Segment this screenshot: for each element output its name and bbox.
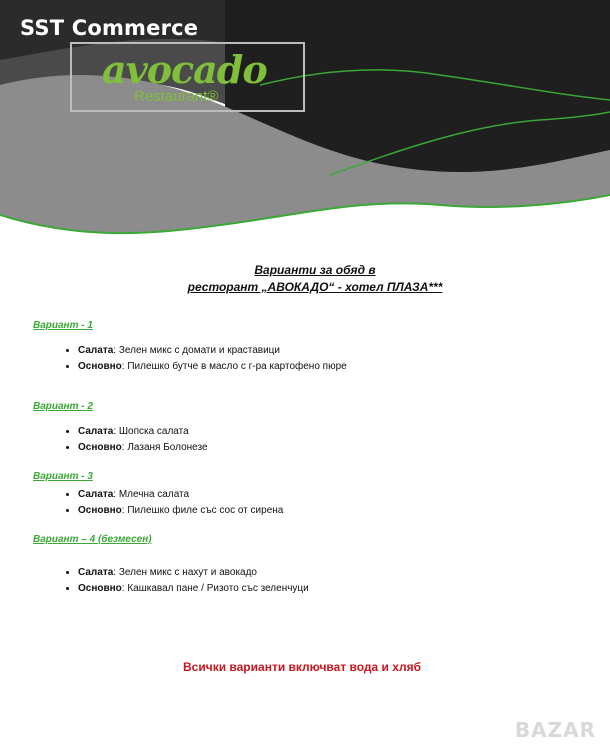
variant-1-list (60, 343, 347, 375)
logo-subtitle: Restaurant® (134, 88, 219, 105)
item-label: Салата (78, 489, 114, 500)
variant-3-heading: Вариант - 3 (33, 471, 93, 482)
item-label: Салата (78, 426, 114, 437)
logo-wordmark: avocado (102, 47, 267, 92)
variant-2-list (60, 424, 208, 456)
item-label: Основно (78, 361, 122, 372)
list-item (78, 581, 309, 597)
list-item (78, 487, 283, 503)
list-item (78, 565, 309, 581)
item-label: Основно (78, 442, 122, 453)
variant-1-heading: Вариант - 1 (33, 320, 93, 331)
variant-4-heading: Вариант – 4 (безмесен) (33, 534, 152, 545)
item-text: : Кашкавал пане / Ризото със зеленчуци (121, 583, 309, 594)
list-item (78, 424, 208, 440)
variant-3-list (60, 487, 283, 519)
list-item (78, 503, 283, 519)
title-line-1: Варианти за обяд в (254, 263, 376, 277)
brand-name: SST Commerce (20, 16, 199, 40)
list-item (78, 440, 208, 456)
item-text: : Шопска салата (113, 426, 189, 437)
item-text: : Млечна салата (113, 489, 190, 500)
bazar-watermark: BAZAR (514, 718, 596, 742)
item-text: : Зелен микс с домати и краставици (113, 345, 280, 356)
variant-4-list (60, 565, 309, 597)
item-text: : Пилешко филе със сос от сирена (121, 505, 284, 516)
variant-2-heading: Вариант - 2 (33, 401, 93, 412)
item-label: Основно (78, 583, 122, 594)
item-label: Салата (78, 345, 114, 356)
list-item (78, 359, 347, 375)
item-label: Салата (78, 567, 114, 578)
list-item (78, 343, 347, 359)
item-text: : Пилешко бутче в масло с г-ра картофено пюре (121, 361, 347, 372)
title-line-2: ресторант „АВОКАДО“ - хотел ПЛАЗА*** (187, 280, 443, 294)
item-text: : Лазаня Болонезе (121, 442, 208, 453)
footer-note: Всички варианти включват вода и хляб (183, 660, 421, 674)
item-text: : Зелен микс с нахут и авокадо (113, 567, 257, 578)
avocado-logo (70, 42, 305, 112)
item-label: Основно (78, 505, 122, 516)
